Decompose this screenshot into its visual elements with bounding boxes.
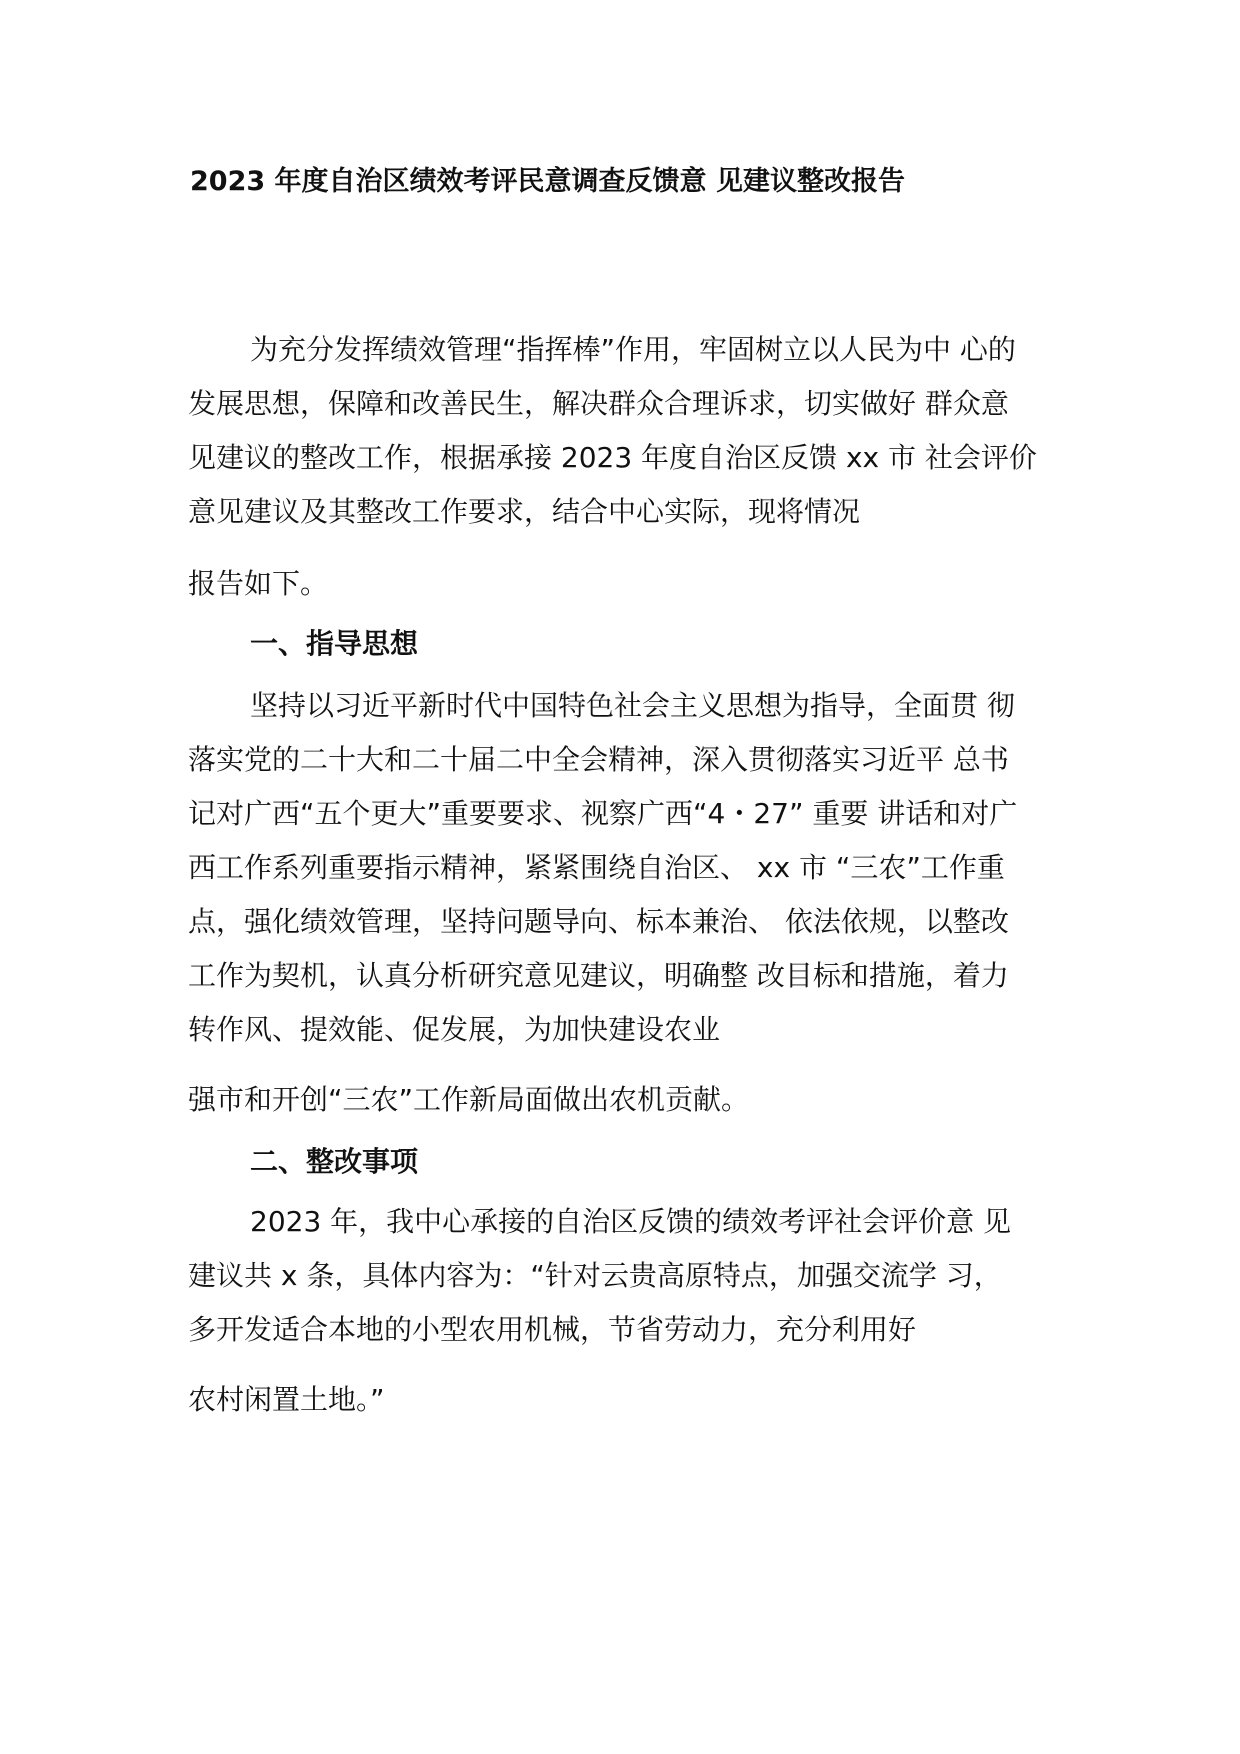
section2-line-4: 农村闲置土地。” — [188, 1383, 385, 1416]
section1-line-2: 落实党的二十大和二十届二中全会精神，深入贯彻落实习近平 总书 — [188, 743, 1009, 776]
section-heading-rectification-items: 二、整改事项 — [250, 1145, 419, 1178]
section1-line-6: 工作为契机，认真分析研究意见建议，明确整 改目标和措施，着力 — [188, 959, 1009, 992]
section1-line-8: 强市和开创“三农”工作新局面做出农机贡献。 — [188, 1083, 750, 1116]
intro-line-5: 报告如下。 — [188, 567, 329, 600]
document-title: 2023 年度自治区绩效考评民意调查反馈意 见建议整改报告 — [190, 166, 905, 197]
intro-line-1: 为充分发挥绩效管理“指挥棒”作用，牢固树立以人民为中 心的 — [250, 333, 1016, 366]
intro-line-3: 见建议的整改工作，根据承接 2023 年度自治区反馈 xx 市 社会评价 — [188, 441, 1037, 474]
intro-line-4: 意见建议及其整改工作要求，结合中心实际，现将情况 — [188, 495, 861, 528]
section1-line-3: 记对广西“五个更大”重要要求、视察广西“4・27” 重要 讲话和对广 — [188, 797, 1018, 830]
section1-line-7: 转作风、提效能、促发展，为加快建设农业 — [188, 1013, 721, 1046]
section2-line-2: 建议共 x 条，具体内容为：“针对云贵高原特点，加强交流学 习， — [188, 1259, 1002, 1292]
section1-line-1: 坚持以习近平新时代中国特色社会主义思想为指导，全面贯 彻 — [250, 689, 1015, 722]
intro-line-2: 发展思想，保障和改善民生，解决群众合理诉求，切实做好 群众意 — [188, 387, 1009, 420]
section2-line-1: 2023 年，我中心承接的自治区反馈的绩效考评社会评价意 见 — [250, 1205, 1012, 1238]
section-heading-guiding-ideology: 一、指导思想 — [250, 627, 419, 660]
section1-line-5: 点，强化绩效管理，坚持问题导向、标本兼治、 依法依规，以整改 — [188, 905, 1009, 938]
section2-line-3: 多开发适合本地的小型农用机械，节省劳动力，充分利用好 — [188, 1313, 917, 1346]
section1-line-4: 西工作系列重要指示精神，紧紧围绕自治区、 xx 市 “三农”工作重 — [188, 851, 1005, 884]
